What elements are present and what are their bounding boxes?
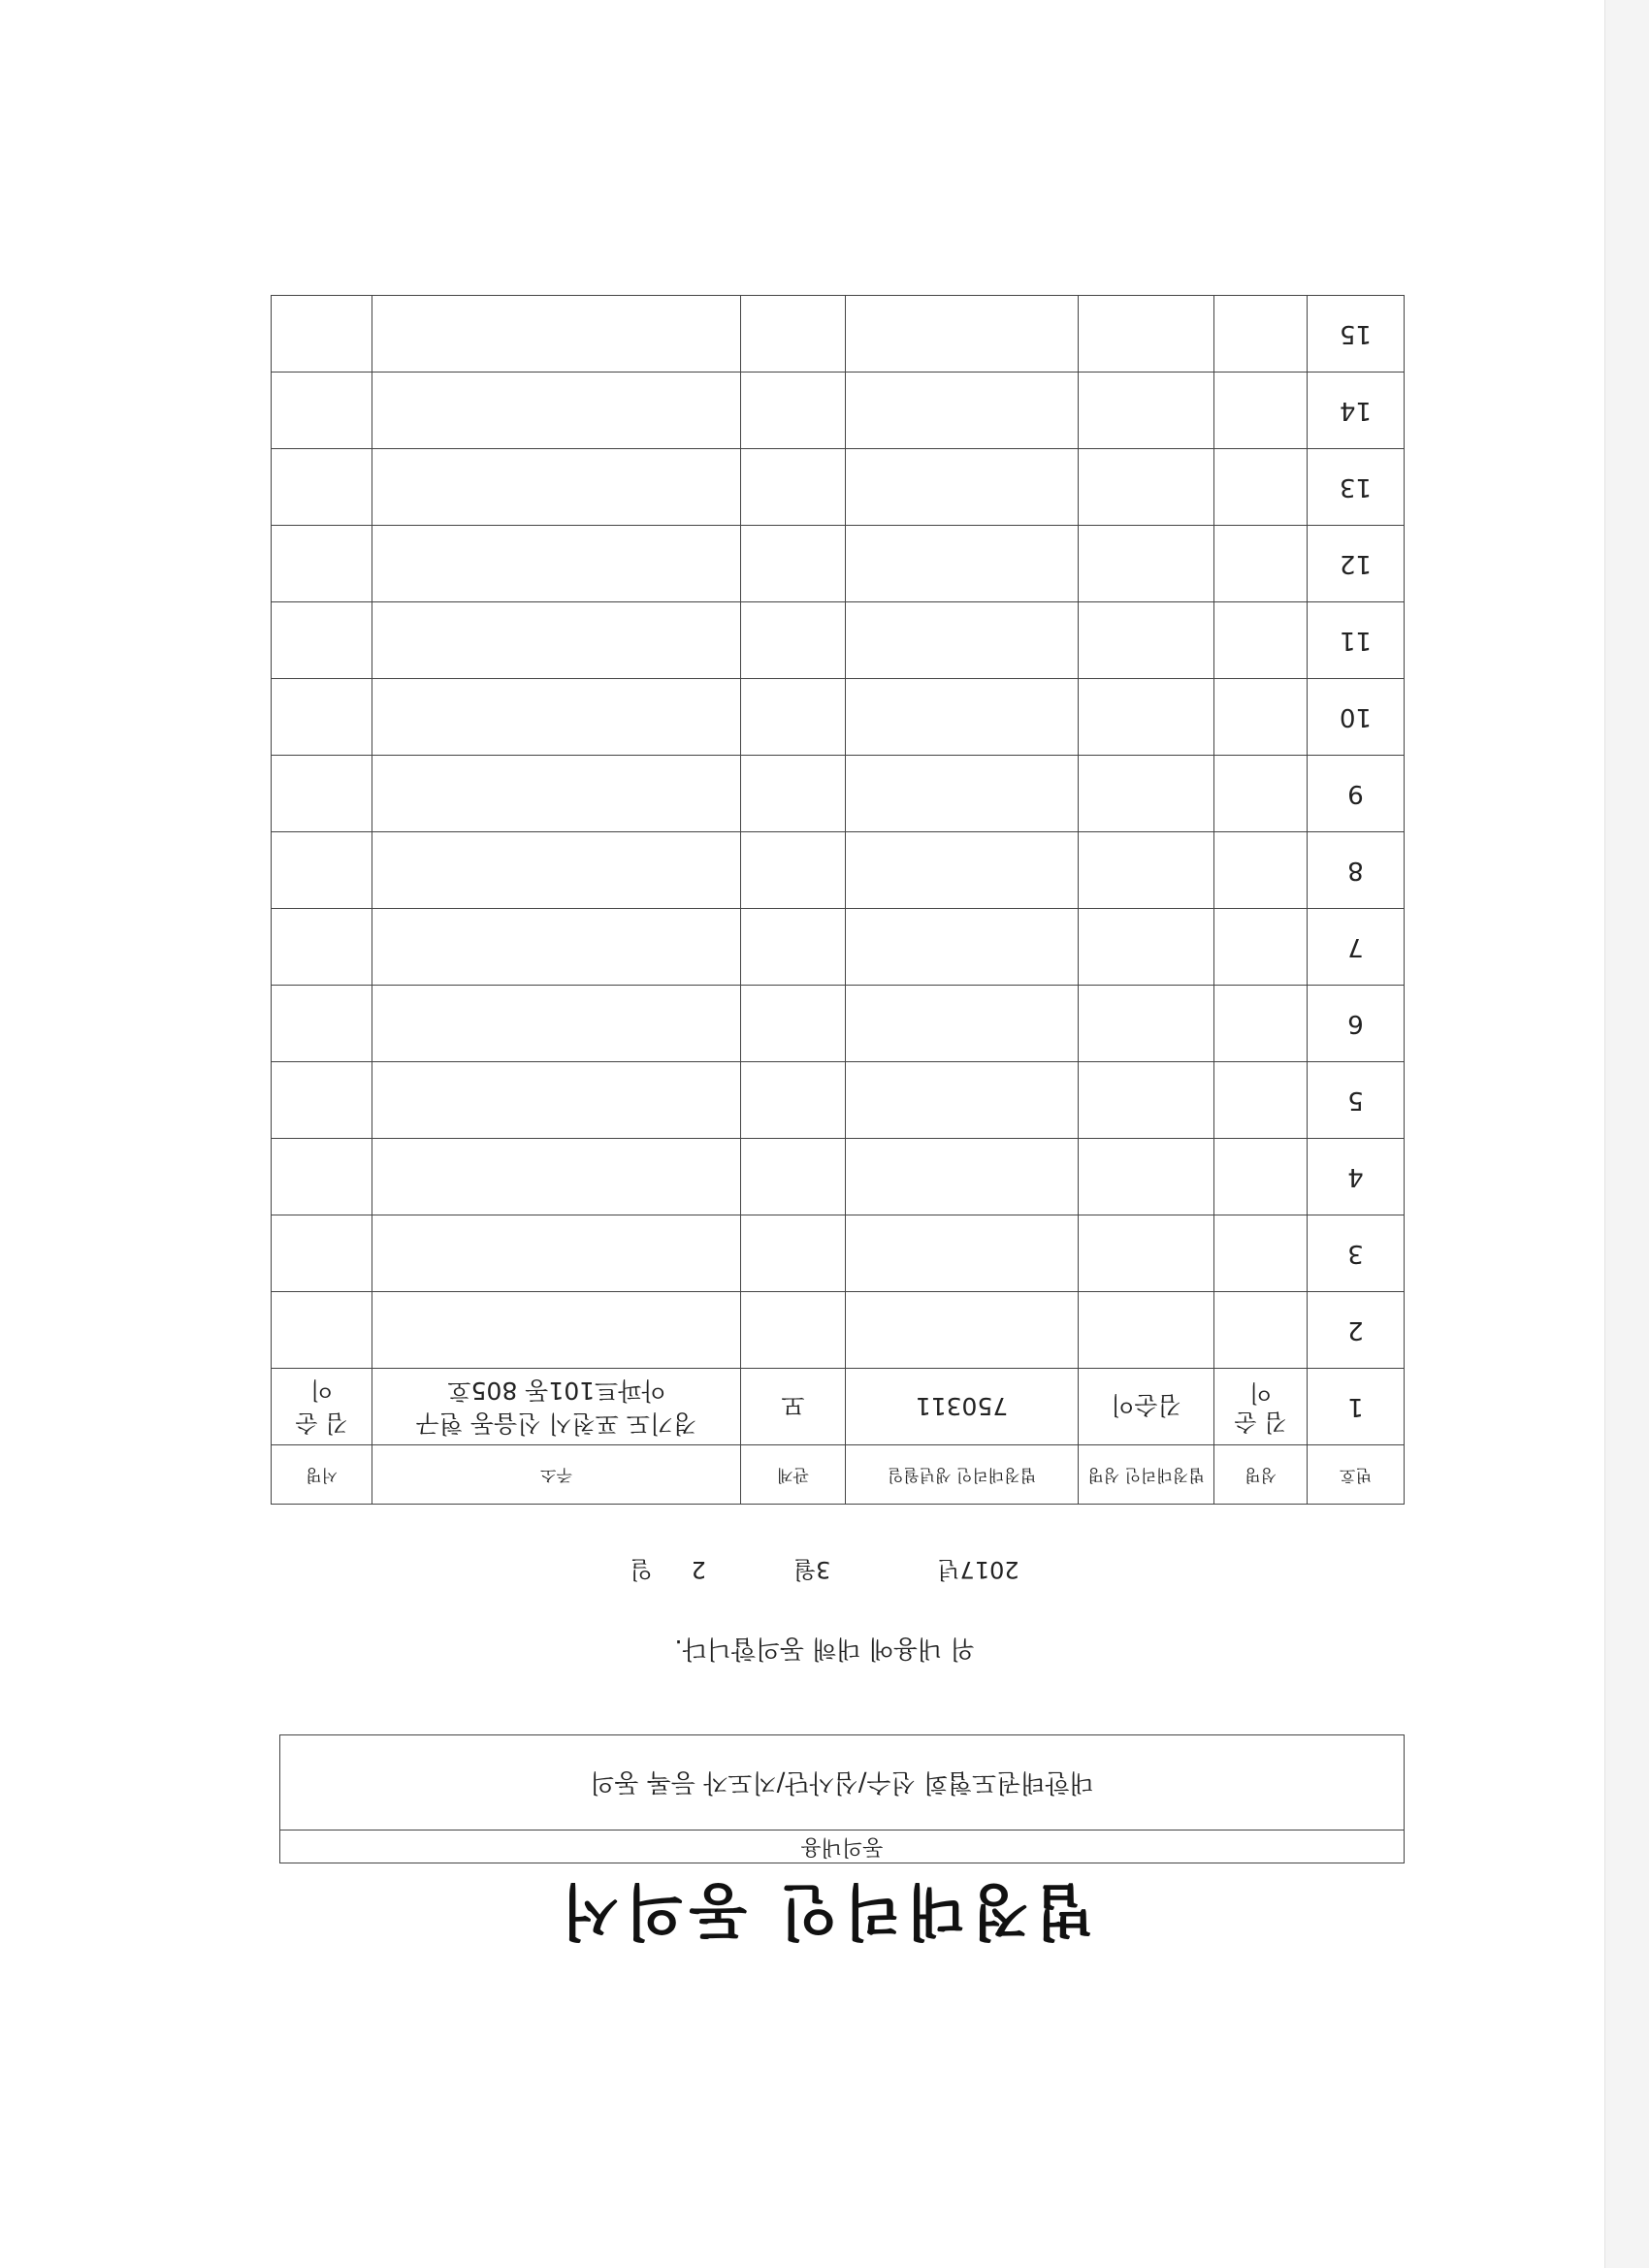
guardian-birth-cell xyxy=(846,296,1079,373)
name-cell xyxy=(1214,1215,1308,1292)
date-day-unit: 일 xyxy=(630,1556,653,1583)
relation-cell xyxy=(741,1292,846,1369)
relation: 모 xyxy=(741,1369,846,1445)
address-cell xyxy=(372,1292,741,1369)
row-number: 13 xyxy=(1308,449,1405,526)
table-row xyxy=(272,296,1405,373)
guardian-birth-cell xyxy=(846,1139,1079,1215)
table-row xyxy=(272,1292,1405,1369)
signature-cell xyxy=(272,909,372,986)
guardian-birth-cell xyxy=(846,909,1079,986)
date-day: 2 xyxy=(691,1556,706,1583)
row-number: 11 xyxy=(1308,602,1405,679)
guardian-name-cell xyxy=(1079,756,1214,832)
consent-box xyxy=(279,1734,1405,1863)
address-cell xyxy=(372,526,741,602)
guardian-name-cell xyxy=(1079,296,1214,373)
guardian-name-cell xyxy=(1079,1062,1214,1139)
table-row xyxy=(272,602,1405,679)
row-number: 4 xyxy=(1308,1139,1405,1215)
relation-cell xyxy=(741,526,846,602)
signature-cell xyxy=(272,602,372,679)
table-row xyxy=(272,1215,1405,1292)
relation-cell xyxy=(741,1139,846,1215)
signing-date xyxy=(0,1555,1649,1589)
signature xyxy=(272,1369,372,1445)
relation-cell xyxy=(741,909,846,986)
header-address: 주소 xyxy=(372,1445,741,1505)
table-row xyxy=(272,449,1405,526)
relation-cell xyxy=(741,602,846,679)
address xyxy=(372,1369,741,1445)
table-row xyxy=(272,679,1405,756)
table-row xyxy=(272,832,1405,909)
name-cell xyxy=(1214,296,1308,373)
guardian-roster-table xyxy=(271,295,1405,1505)
guardian-birth-cell xyxy=(846,526,1079,602)
address-cell xyxy=(372,1139,741,1215)
member-name: 김 순 이 xyxy=(1214,1369,1308,1445)
row-number: 10 xyxy=(1308,679,1405,756)
guardian-name-cell xyxy=(1079,1292,1214,1369)
guardian-name-cell xyxy=(1079,909,1214,986)
header-signature: 서명 xyxy=(272,1445,372,1505)
address-cell xyxy=(372,602,741,679)
signature-cell xyxy=(272,1139,372,1215)
header-guardian-name: 법정대리인 성명 xyxy=(1079,1445,1214,1505)
row-number: 5 xyxy=(1308,1062,1405,1139)
guardian-birth-cell xyxy=(846,373,1079,449)
name-cell xyxy=(1214,373,1308,449)
name-cell xyxy=(1214,1139,1308,1215)
guardian-name: 김순이 xyxy=(1079,1369,1214,1445)
address-cell xyxy=(372,373,741,449)
header-name: 성명 xyxy=(1214,1445,1308,1505)
row-number: 9 xyxy=(1308,756,1405,832)
name-cell xyxy=(1214,986,1308,1062)
signature-cell xyxy=(272,526,372,602)
signature-cell xyxy=(272,296,372,373)
address-cell xyxy=(372,756,741,832)
signature-cell xyxy=(272,373,372,449)
signature-cell xyxy=(272,756,372,832)
document-title: 법정대리인 동의서 xyxy=(555,1876,1094,1947)
name-cell xyxy=(1214,1062,1308,1139)
name-cell xyxy=(1214,756,1308,832)
relation-cell xyxy=(741,679,846,756)
signature-cell xyxy=(272,679,372,756)
relation-cell xyxy=(741,756,846,832)
header-no: 번호 xyxy=(1308,1445,1405,1505)
guardian-name-cell xyxy=(1079,986,1214,1062)
address-cell xyxy=(372,986,741,1062)
guardian-name-cell xyxy=(1079,1215,1214,1292)
guardian-birth-cell xyxy=(846,832,1079,909)
header-relation: 관계 xyxy=(741,1445,846,1505)
row-number: 1 xyxy=(1308,1369,1405,1445)
signature-cell xyxy=(272,832,372,909)
address-cell xyxy=(372,296,741,373)
row-number: 2 xyxy=(1308,1292,1405,1369)
name-cell xyxy=(1214,526,1308,602)
table-row xyxy=(272,756,1405,832)
table-row xyxy=(272,373,1405,449)
relation-cell xyxy=(741,986,846,1062)
row-number: 3 xyxy=(1308,1215,1405,1292)
relation-cell xyxy=(741,449,846,526)
signature-cell xyxy=(272,986,372,1062)
row-number: 12 xyxy=(1308,526,1405,602)
table-row xyxy=(272,986,1405,1062)
guardian-birth-cell xyxy=(846,449,1079,526)
address-line-1: 경기도 포천시 신읍동 현구 xyxy=(415,1409,697,1438)
date-year: 2017년 xyxy=(937,1556,1019,1583)
signature-cell xyxy=(272,449,372,526)
table-row xyxy=(272,1062,1405,1139)
guardian-name-cell xyxy=(1079,449,1214,526)
address-cell xyxy=(372,449,741,526)
relation-cell xyxy=(741,373,846,449)
name-cell xyxy=(1214,679,1308,756)
table-row xyxy=(272,1369,1405,1445)
header-guardian-birth: 법정대리인 생년월일 xyxy=(846,1445,1079,1505)
guardian-birth-cell xyxy=(846,756,1079,832)
guardian-name-cell xyxy=(1079,602,1214,679)
guardian-name-cell xyxy=(1079,373,1214,449)
agreement-statement: 위 내용에 대해 동의합니다. xyxy=(674,1634,975,1663)
address-cell xyxy=(372,909,741,986)
table-row xyxy=(272,909,1405,986)
address-cell xyxy=(372,1062,741,1139)
row-number: 7 xyxy=(1308,909,1405,986)
guardian-name-cell xyxy=(1079,679,1214,756)
row-number: 15 xyxy=(1308,296,1405,373)
guardian-birth-cell xyxy=(846,986,1079,1062)
row-number: 6 xyxy=(1308,986,1405,1062)
guardian-name-cell xyxy=(1079,1139,1214,1215)
guardian-birth: 750311 xyxy=(846,1369,1079,1445)
consent-label: 동의내용 xyxy=(280,1830,1404,1863)
guardian-name-cell xyxy=(1079,832,1214,909)
empty-rows xyxy=(272,296,1405,1369)
row-number: 14 xyxy=(1308,373,1405,449)
signature-line-1: 김 순 xyxy=(295,1409,348,1437)
name-cell xyxy=(1214,1292,1308,1369)
address-cell xyxy=(372,1215,741,1292)
signature-cell xyxy=(272,1062,372,1139)
guardian-birth-cell xyxy=(846,1292,1079,1369)
address-cell xyxy=(372,679,741,756)
name-cell xyxy=(1214,909,1308,986)
guardian-birth-cell xyxy=(846,602,1079,679)
name-cell xyxy=(1214,602,1308,679)
relation-cell xyxy=(741,1215,846,1292)
signature-line-2: 이 xyxy=(309,1377,334,1404)
signature-cell xyxy=(272,1292,372,1369)
guardian-birth-cell xyxy=(846,1062,1079,1139)
guardian-birth-cell xyxy=(846,679,1079,756)
guardian-birth-cell xyxy=(846,1215,1079,1292)
date-month: 3월 xyxy=(792,1556,831,1583)
relation-cell xyxy=(741,296,846,373)
relation-cell xyxy=(741,1062,846,1139)
address-cell xyxy=(372,832,741,909)
address-line-2: 아파트101동 805호 xyxy=(447,1377,665,1405)
table-row xyxy=(272,1139,1405,1215)
table-header-row xyxy=(272,1445,1405,1505)
signature-cell xyxy=(272,1215,372,1292)
name-cell xyxy=(1214,449,1308,526)
row-number: 8 xyxy=(1308,832,1405,909)
consent-text: 대한태권도협회 선수/심사단/지도자 등록 동의 xyxy=(590,1767,1094,1797)
table-row xyxy=(272,526,1405,602)
name-cell xyxy=(1214,832,1308,909)
relation-cell xyxy=(741,832,846,909)
guardian-name-cell xyxy=(1079,526,1214,602)
